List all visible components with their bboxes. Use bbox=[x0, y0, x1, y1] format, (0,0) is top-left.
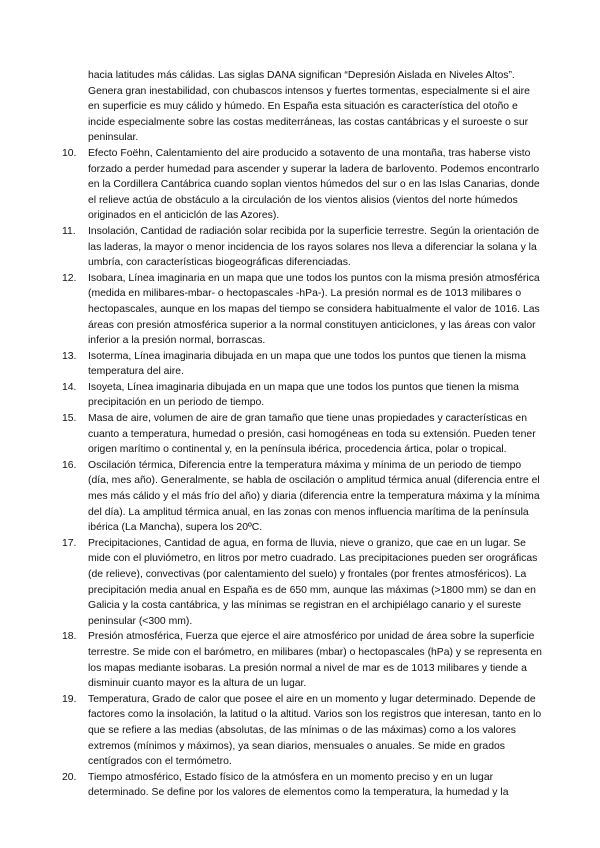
list-item-number: 14. bbox=[62, 381, 77, 393]
list-item-number: 19. bbox=[62, 693, 77, 705]
list-item-text: Masa de aire, volumen de aire de gran tamaño que tiene unas propiedades y características en cuanto a temperatura, humedad o presión, casi homogéneas en toda su extensión. Pueden tener origen marítimo o continental y, en la península ibérica, procedencia ártica, polar o tropical. bbox=[88, 413, 536, 456]
list-item-number: 13. bbox=[62, 350, 77, 362]
list-item-number: 18. bbox=[62, 631, 77, 643]
list-item-number: 17. bbox=[62, 537, 77, 549]
list-item bbox=[62, 146, 544, 224]
list-item-number: 11. bbox=[62, 225, 76, 237]
list-item bbox=[62, 770, 544, 801]
list-item bbox=[62, 692, 544, 770]
list-item-text: Efecto Foëhn, Calentamiento del aire producido a sotavento de una montaña, tras haberse visto forzado a perder humedad para ascender y superar la ladera de barlovento. Podemos encontrarlo en la Cordillera Cantábrica cuando soplan vientos húmedos del sur o en las Islas Canarias, donde el relieve actúa de obstáculo a la circulación de los vientos alisios (vientos del norte húmedos originados en el anticiclón de las Azores). bbox=[88, 147, 540, 222]
list-item bbox=[62, 458, 544, 536]
list-item bbox=[62, 271, 544, 349]
list-item-text: Tiempo atmosférico, Estado físico de la atmósfera en un momento preciso y en un lugar determinado. Se define por los valores de elementos como la temperatura, la humedad y la bbox=[88, 771, 509, 799]
continuation-paragraph: hacia latitudes más cálidas. Las siglas DANA significan “Depresión Aislada en Niveles Altos”. Genera gran inestabilidad, con chubascos intensos y fuertes tormentas, especialmente si el aire en superficie es muy cálido y húmedo. En España esta situación es característica del otoño e incide especialmente sobre las costas mediterráneas, las costas cantábricas y el suroeste o sur peninsular. bbox=[88, 70, 530, 144]
list-item-text: Precipitaciones, Cantidad de agua, en forma de lluvia, nieve o granizo, que cae en un lugar. Se mide con el pluviómetro, en litros por metro cuadrado. Las precipitaciones pueden ser orográficas (de relieve), convectivas (por calentamiento del suelo) y frontales (por frentes atmosféricos). La precipitación media anual en España es de 650 mm, aunque las máximas (>1800 mm) se dan en Galicia y la costa cantábrica, y las mínimas se registran en el archipiélago canario y el sureste peninsular (<300 mm). bbox=[88, 537, 538, 627]
list-item-number: 15. bbox=[62, 413, 77, 425]
list-item bbox=[62, 224, 544, 271]
list-item-number: 12. bbox=[62, 272, 77, 284]
list-item-text: Temperatura, Grado de calor que posee el aire en un momento y lugar determinado. Depende de factores como la insolación, la latitud o la altitud. Varios son los registros que interesan, tanto en lo que se refiere a las medias (absolutas, de las mínimas o de las máximas) como a los valores extremos (mínimos y máximos), ya sean diarios, mensuales o anuales. Se mide en grados centígrados con el termómetro. bbox=[88, 693, 542, 768]
list-item-number: 10. bbox=[62, 147, 77, 159]
list-item bbox=[62, 536, 544, 630]
list-item-text: Isobara, Línea imaginaria en un mapa que une todos los puntos con la misma presión atmosférica (medida en milibares-mbar- o hectopascales -hPa-). La presión normal es de 1013 milibares o hectopascales, aunque en los mapas del tiempo se considera habitualmente el valor de 1016. Las áreas con presión atmosférica superior a la normal constituyen anticiclones, y las áreas con valor inferior a la presión normal, borrascas. bbox=[88, 272, 540, 347]
list-item bbox=[62, 629, 544, 691]
list-item bbox=[62, 349, 544, 380]
list-item-text: Presión atmosférica, Fuerza que ejerce el aire atmosférico por unidad de área sobre la superficie terrestre. Se mide con el barómetro, en milibares (mbar) o hectopascales (hPa) y se representa en los mapas mediante isobaras. La presión normal a nivel de mar es de 1013 milibares y tiende a disminuir cuanto mayor es la altura de un lugar. bbox=[88, 631, 542, 690]
list-item bbox=[62, 380, 544, 411]
list-item-text: Insolación, Cantidad de radiación solar recibida por la superficie terrestre. Según la orientación de las laderas, la mayor o menor incidencia de los rayos solares nos lleva a diferenciar la solana y la umbría, con características biogeográficas diferenciadas. bbox=[88, 225, 540, 269]
list-item-text: Isoyeta, Línea imaginaria dibujada en un mapa que une todos los puntos que tienen la misma precipitación en un periodo de tiempo. bbox=[88, 381, 519, 409]
list-item-text: Oscilación térmica, Diferencia entre la temperatura máxima y mínima de un periodo de tiempo (día, mes año). Generalmente, se habla de oscilación o amplitud térmica anual (diferencia entre el mes más cálido y el más frío del año) y diaria (diferencia entre la temperatura máxima y la mínima del día). La amplitud térmica anual, en las zonas con menos influencia marítima de la península ibérica (La Mancha), supera los 20ºC. bbox=[88, 459, 540, 534]
list-item-number: 20. bbox=[62, 771, 77, 783]
list-item-number: 16. bbox=[62, 459, 77, 471]
list-item bbox=[62, 411, 544, 458]
list-item-text: Isoterma, Línea imaginaria dibujada en un mapa que une todos los puntos que tienen la misma temperatura del aire. bbox=[88, 350, 526, 378]
definition-list bbox=[62, 146, 544, 801]
